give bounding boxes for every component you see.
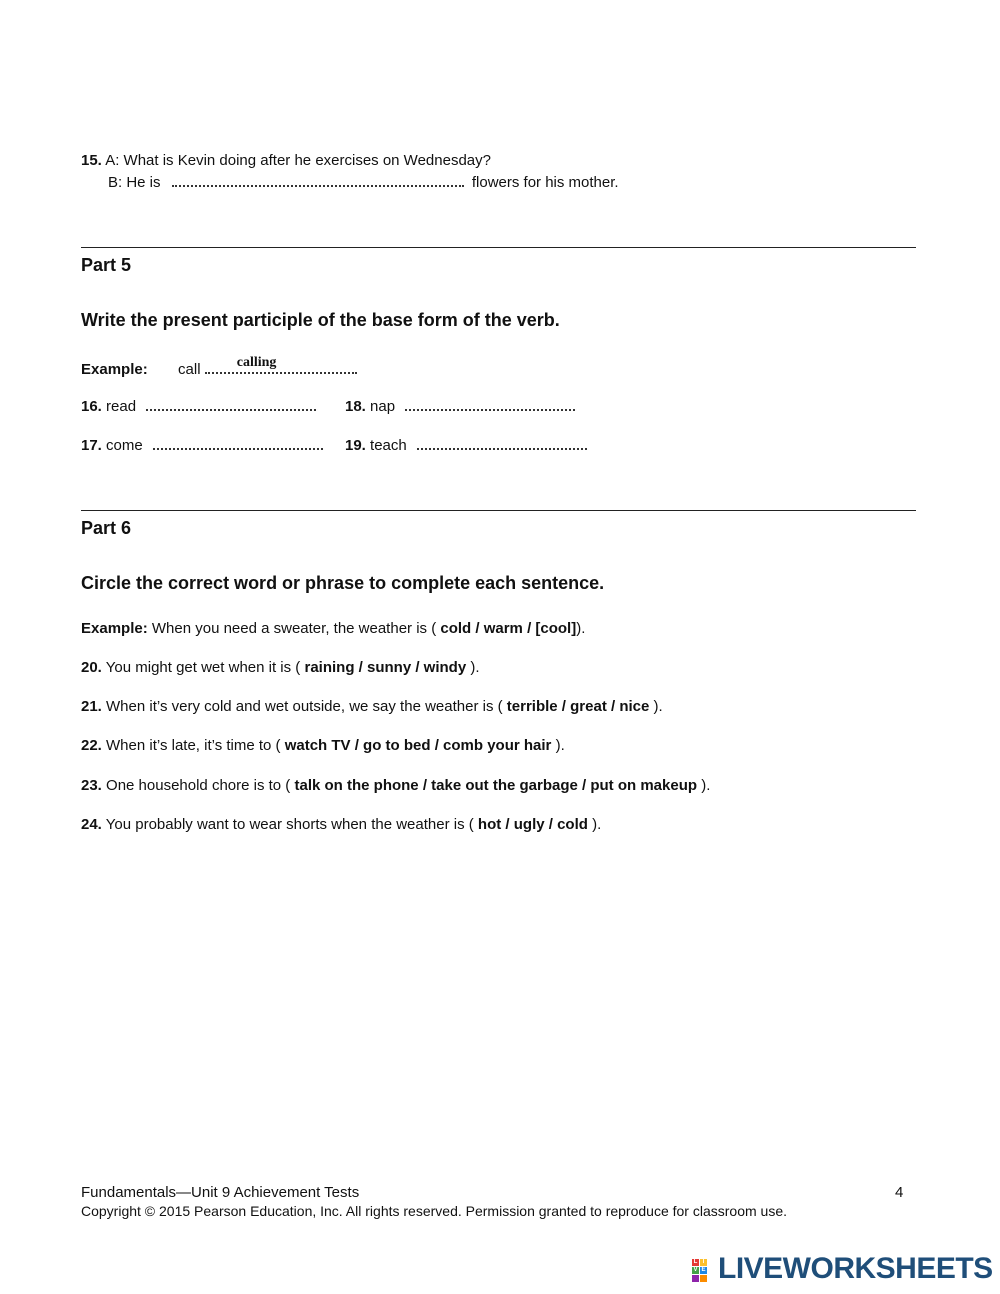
part-6-example [81,619,585,639]
question-text: A: What is Kevin doing after he exercises on Wednesday? [105,152,491,169]
question-15-line-b [108,171,619,193]
verb-word: read [106,398,137,415]
sentence-pre: When you need a sweater, the weather is ( [147,620,441,637]
section-divider [81,510,916,511]
question-16 [81,395,316,417]
example-answer-field [205,356,357,374]
part-5-example [81,356,357,380]
question-15-line-a [81,151,491,171]
question-text-pre: B: He is [108,174,161,191]
answer-blank-16[interactable] [146,395,316,411]
verb-word: nap [370,398,396,415]
part-5-title: Part 5 [81,255,132,275]
liveworksheets-logo-text: LIVEWORKSHEETS [718,1252,993,1285]
question-number: 17. [81,437,102,454]
answer-blank-18[interactable] [405,395,575,411]
question-number: 21. [81,698,102,715]
answer-options[interactable]: hot / ugly / cold [477,816,588,833]
question-22 [81,736,565,756]
liveworksheets-logo-icon: L I V E [692,1259,716,1283]
example-label: Example: [81,620,148,637]
sentence-post: ). [649,698,663,715]
answer-blank-15[interactable] [172,171,464,187]
question-number: 15. [81,152,102,169]
question-number: 22. [81,737,102,754]
answer-blank-17[interactable] [153,434,323,450]
copyright-notice: Copyright © 2015 Pearson Education, Inc. All rights reserved. Permission granted to reproduce for classroom use. [81,1203,788,1219]
answer-options[interactable]: raining / sunny / windy [304,659,467,676]
example-answer: calling [236,355,277,370]
question-17 [81,434,323,456]
footer-title: Fundamentals—Unit 9 Achievement Tests [81,1184,360,1201]
page-number: 4 [895,1184,904,1201]
verb-word: come [106,437,143,454]
sentence-pre: You probably want to wear shorts when the weather is ( [101,816,478,833]
question-text-post: flowers for his mother. [471,174,619,191]
question-20 [81,658,480,678]
question-number: 23. [81,777,102,794]
question-21 [81,697,663,717]
answer-options: cold / warm / [cool] [440,620,577,637]
sentence-pre: When it’s late, it’s time to ( [101,737,285,754]
sentence-pre: When it’s very cold and wet outside, we say the weather is ( [101,698,507,715]
question-number: 19. [345,437,366,454]
sentence-post: ). [697,777,711,794]
sentence-post: ). [551,737,565,754]
question-number: 24. [81,816,102,833]
question-number: 18. [345,398,366,415]
sentence-post: ). [466,659,480,676]
answer-blank-19[interactable] [417,434,587,450]
question-number: 16. [81,398,102,415]
sentence-pre: You might get wet when it is ( [101,659,305,676]
example-word: call [178,361,201,378]
question-23 [81,776,710,796]
verb-word: teach [370,437,407,454]
part-6-title: Part 6 [81,518,132,538]
part-5-instruction: Write the present participle of the base form of the verb. [81,310,560,330]
answer-options[interactable]: watch TV / go to bed / comb your hair [284,737,552,754]
question-19 [345,434,587,456]
answer-options[interactable]: talk on the phone / take out the garbage / put on makeup [294,777,698,794]
section-divider [81,247,916,248]
sentence-pre: One household chore is to ( [101,777,295,794]
answer-options[interactable]: terrible / great / nice [506,698,650,715]
question-24 [81,815,601,835]
question-18 [345,395,575,417]
sentence-post: ). [587,816,602,833]
part-6-instruction: Circle the correct word or phrase to complete each sentence. [81,573,605,593]
sentence-post: ). [576,620,586,637]
example-label: Example: [81,361,148,378]
question-number: 20. [81,659,102,676]
